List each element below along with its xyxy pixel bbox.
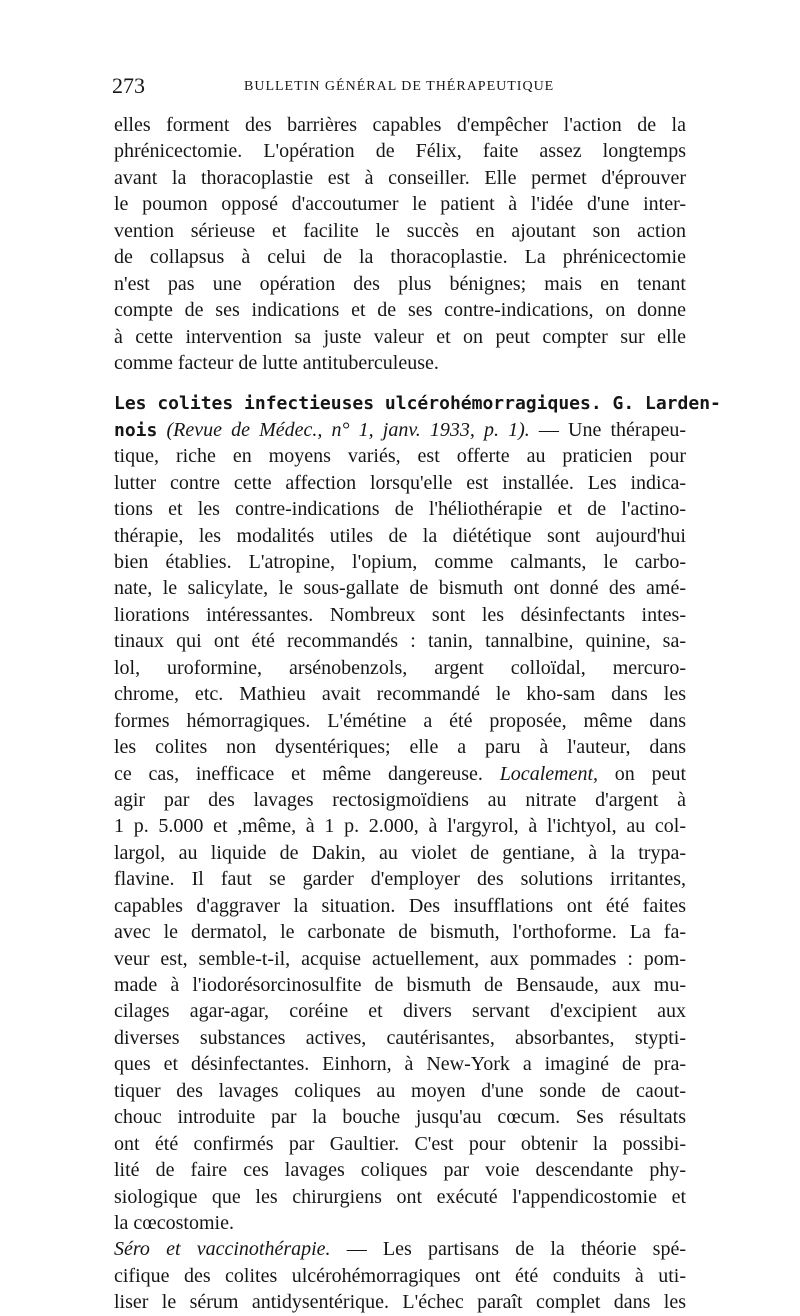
- serotherapie-lines: [114, 1263, 686, 1316]
- text-line: flavine. Il faut se garder d'employer des solutions irritantes,: [114, 868, 686, 891]
- text-line: lol, uroformine, arsénobenzols, argent colloïdal, mercuro-: [114, 656, 686, 679]
- localement-rest: on peut: [598, 762, 686, 785]
- serotherapie-heading: Séro et vaccinothérapie.: [114, 1238, 331, 1261]
- text-line: à cette intervention sa juste valeur et on peut compter sur elle: [114, 325, 686, 348]
- serotherapie-lead-rest: — Les partisans de la théorie spé-: [330, 1238, 686, 1261]
- text-line: liorations intéressantes. Nombreux sont les désinfectants intes-: [114, 603, 686, 626]
- text-line: n'est pas une opération des plus bénignes; mais en tenant: [114, 272, 686, 295]
- article-title-end: nois: [114, 419, 158, 441]
- localement-word: Localement,: [499, 762, 598, 785]
- journal-reference: (Revue de Médec., n° 1, janv. 1933, p. 1).: [166, 418, 530, 441]
- text-line: bien établies. L'atropine, l'opium, comme calmants, le carbo-: [114, 551, 686, 573]
- text-line: made à l'iodorésorcinosulfite de bismuth de Bensaude, aux mu-: [114, 974, 686, 996]
- text-line: nate, le salicylate, le sous-gallate de bismuth ont donné des amé-: [114, 577, 686, 600]
- text-line: veur est, semble-t-il, acquise actuellement, aux pommades : pom-: [114, 947, 686, 970]
- text-line: chouc introduite par la bouche jusqu'au cœcum. Ses résultats: [114, 1106, 686, 1129]
- page-number: 273: [112, 73, 145, 98]
- text-line: largol, au liquide de Dakin, au violet de gentiane, à la trypa-: [114, 841, 686, 864]
- text-line: agir par des lavages rectosigmoïdiens au nitrate d'argent à: [114, 788, 686, 811]
- text-line: thérapie, les modalités utiles de la diététique sont aujourd'hui: [114, 524, 686, 547]
- text-line: capables d'aggraver la situation. Des insufflations ont été faites: [114, 894, 686, 917]
- text-line: lité de faire ces lavages coliques par voie descendante phy-: [114, 1159, 686, 1182]
- paragraph-serotherapie: [114, 1236, 686, 1315]
- running-title: BULLETIN GÉNÉRAL DE THÉRAPEUTIQUE: [244, 79, 555, 94]
- body-text: [114, 112, 721, 1316]
- text-line: avec le dermatol, le carbonate de bismuth, l'orthoforme. La fa-: [114, 921, 686, 944]
- text-line: elles forment des barrières capables d'empêcher l'action de la: [114, 114, 686, 136]
- article-title-line-2: [114, 417, 686, 443]
- article-lines: [114, 443, 686, 760]
- localement-line: [114, 761, 686, 787]
- text-line: cifique des colites ulcérohémorragiques ont été conduits à uti-: [114, 1264, 686, 1287]
- article-title-line: [114, 390, 721, 416]
- text-line: ques et désinfectantes. Einhorn, à New-York a imaginé de pra-: [114, 1053, 686, 1076]
- text-line: tinaux qui ont été recommandés : tanin, tannalbine, quinine, sa-: [114, 630, 686, 653]
- text-line: tions et les contre-indications de l'héliothérapie et de l'actino-: [114, 498, 686, 521]
- text-line: vention sérieuse et facilite le succès en ajoutant son action: [114, 219, 686, 242]
- text-line: le poumon opposé d'accoutumer le patient à l'idée d'une inter-: [114, 193, 686, 216]
- text-line: avant la thoracoplastie est à conseiller. Elle permet d'éprouver: [114, 166, 686, 189]
- localement-lead: ce cas, inefficace et même dangereuse.: [114, 762, 483, 785]
- paragraph-colites: [114, 390, 721, 1236]
- text-line: les colites non dysentériques; elle a paru à l'auteur, dans: [114, 736, 686, 759]
- text-line: liser le sérum antidysentérique. L'échec paraît complet dans les: [114, 1291, 686, 1314]
- text-line: formes hémorragiques. L'émétine a été proposée, même dans: [114, 709, 686, 732]
- paragraph-phrenicectomie: [114, 112, 686, 376]
- serotherapie-lead-line: [114, 1236, 686, 1262]
- article-text-start: — Une thérapeu-: [529, 418, 687, 441]
- text-line: ont été confirmés par Gaultier. C'est pour obtenir la possibi-: [114, 1132, 686, 1155]
- text-line: diverses substances actives, cautérisantes, absorbantes, stypti-: [114, 1026, 686, 1049]
- text-line: de collapsus à celui de la thoracoplastie. La phrénicectomie: [114, 246, 686, 269]
- text-line: lutter contre cette affection lorsqu'elle est installée. Les indica-: [114, 471, 686, 494]
- text-line: chrome, etc. Mathieu avait recommandé le kho-sam dans les: [114, 683, 686, 706]
- text-line: phrénicectomie. L'opération de Félix, faite assez longtemps: [114, 140, 686, 163]
- article-lines-2: [114, 787, 686, 1236]
- text-line: comme facteur de lutte antituberculeuse.: [114, 351, 439, 374]
- text-line: tiquer des lavages coliques au moyen d'une sonde de caout-: [114, 1079, 686, 1102]
- text-line: cilages agar-agar, coréine et divers servant d'excipient aux: [114, 1000, 686, 1023]
- text-line: la cœcostomie.: [114, 1211, 234, 1234]
- text-line: compte de ses indications et de ses contre-indications, on donne: [114, 299, 686, 322]
- article-title: Les colites infectieuses ulcérohémorragiques. G. Larden-: [114, 393, 721, 415]
- page-header: [112, 71, 692, 101]
- text-line: 1 p. 5.000 et ,même, à 1 p. 2.000, à l'argyrol, à l'ichtyol, au col-: [114, 815, 686, 838]
- text-line: tique, riche en moyens variés, est offerte au praticien pour: [114, 445, 686, 468]
- text-line: siologique que les chirurgiens ont exécuté l'appendicostomie et: [114, 1185, 686, 1208]
